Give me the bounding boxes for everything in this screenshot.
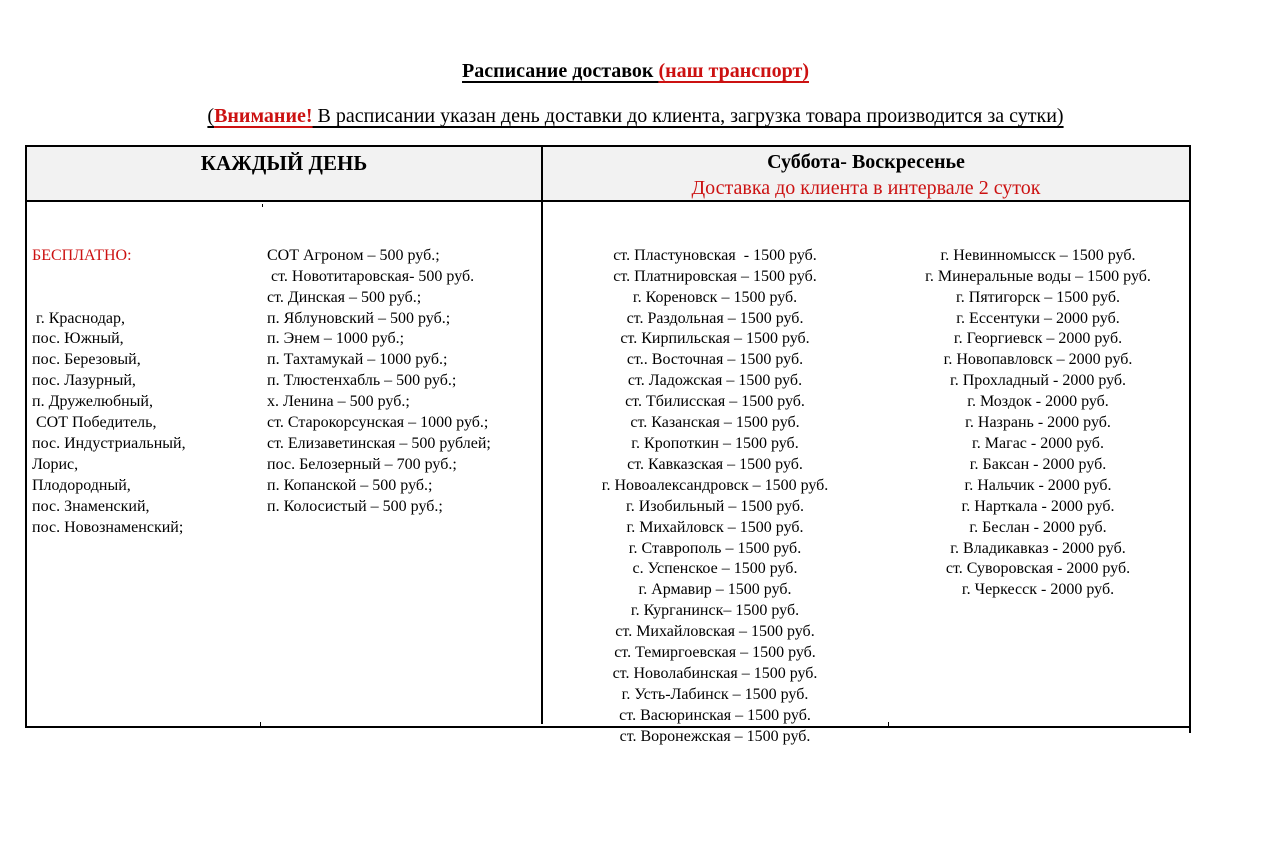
- notice-warning-word: Внимание!: [214, 105, 313, 127]
- weekend-location-item: г. Магас - 2000 руб.: [972, 434, 1104, 452]
- weekend-location-item: ст. Васюринская – 1500 руб.: [619, 706, 811, 724]
- paid-location-item: п. Яблуновский – 500 руб.;: [267, 309, 451, 327]
- header-every-day: КАЖДЫЙ ДЕНЬ: [27, 147, 543, 200]
- weekend-location-item: г. Новопавловск – 2000 руб.: [943, 351, 1133, 369]
- paid-location-item: п. Энем – 1000 руб.;: [267, 330, 405, 348]
- weekend-location-item: г. Беслан - 2000 руб.: [969, 518, 1107, 536]
- free-location-item: г. Краснодар,: [32, 309, 125, 327]
- paid-location-item: пос. Белозерный – 700 руб.;: [267, 455, 457, 473]
- paid-location-item: ст. Новотитаровская- 500 руб.: [267, 267, 475, 285]
- free-location-item: Плодородный,: [32, 476, 131, 494]
- header-weekend-title: Суббота- Воскресенье: [767, 151, 965, 173]
- free-location-item: пос. Знаменский,: [32, 497, 150, 515]
- free-location-item: пос. Южный,: [32, 330, 124, 348]
- weekend-location-item: г. Нарткала - 2000 руб.: [961, 497, 1115, 515]
- weekend-location-item: ст. Платнировская – 1500 руб.: [613, 267, 817, 285]
- free-location-item: СОТ Победитель,: [32, 414, 157, 432]
- weekend-location-item: ст. Темиргоевская – 1500 руб.: [614, 644, 816, 662]
- weekend-location-item: ст. Кавказская – 1500 руб.: [627, 455, 803, 473]
- weekend-column-2: [887, 202, 1189, 724]
- paid-location-item: п. Тахтамукай – 1000 руб.;: [267, 351, 448, 369]
- weekend-location-item: г. Пятигорск – 1500 руб.: [956, 288, 1120, 306]
- weekend-location-item: г. Невинномысск – 1500 руб.: [940, 246, 1136, 264]
- weekend-location-item: ст.. Восточная – 1500 руб.: [626, 351, 804, 369]
- paid-location-item: п. Колосистый – 500 руб.;: [267, 497, 443, 515]
- title-transport-note: (наш транспорт): [658, 60, 809, 82]
- weekend-location-item: г. Кореновск – 1500 руб.: [632, 288, 798, 306]
- everyday-paid-list: [267, 246, 541, 518]
- paid-location-item: ст. Елизаветинская – 500 рублей;: [267, 434, 491, 452]
- weekend-list-1: [543, 246, 887, 748]
- free-locations-list: [32, 309, 261, 539]
- paid-location-item: п. Копанской – 500 руб.;: [267, 476, 433, 494]
- weekend-location-item: ст. Воронежская – 1500 руб.: [619, 727, 811, 745]
- table-header-row: [27, 147, 1189, 202]
- free-location-item: пос. Индустриальный,: [32, 434, 186, 452]
- weekend-location-item: г. Михайловск – 1500 руб.: [626, 518, 804, 536]
- weekend-location-item: ст. Кирпильская – 1500 руб.: [620, 330, 810, 348]
- weekend-location-item: г. Черкесск - 2000 руб.: [961, 581, 1115, 599]
- weekend-location-item: ст. Тбилисская – 1500 руб.: [625, 393, 805, 411]
- weekend-location-item: г. Минеральные воды – 1500 руб.: [925, 267, 1151, 285]
- weekend-location-item: г. Назрань - 2000 руб.: [965, 414, 1111, 432]
- weekend-location-item: ст. Ладожская – 1500 руб.: [627, 372, 803, 390]
- weekend-location-item: ст. Новолабинская – 1500 руб.: [612, 664, 818, 682]
- border-corner-tail: [1189, 726, 1191, 733]
- paid-location-item: ст. Динская – 500 руб.;: [267, 288, 422, 306]
- weekend-location-item: г. Кропоткин – 1500 руб.: [631, 434, 799, 452]
- free-location-item: п. Дружелюбный,: [32, 393, 153, 411]
- delivery-schedule-table: [25, 145, 1191, 745]
- weekend-location-item: г. Моздок - 2000 руб.: [967, 393, 1109, 411]
- paid-location-item: ст. Старокорсунская – 1000 руб.;: [267, 414, 489, 432]
- free-location-item: Лорис,: [32, 455, 79, 473]
- free-location-item: пос. Березовый,: [32, 351, 141, 369]
- weekend-location-item: г. Ставрополь – 1500 руб.: [628, 539, 802, 557]
- weekend-location-item: ст. Михайловская – 1500 руб.: [615, 623, 815, 641]
- free-location-item: пос. Лазурный,: [32, 372, 136, 390]
- cell-boundary-tick: [888, 722, 889, 726]
- weekend-location-item: г. Курганинск– 1500 руб.: [630, 602, 800, 620]
- weekend-location-item: ст. Казанская – 1500 руб.: [630, 414, 800, 432]
- cell-boundary-tick: [262, 204, 263, 207]
- weekend-location-item: г. Армавир – 1500 руб.: [638, 581, 792, 599]
- notice-rest-text: В расписании указан день доставки до клиента, загрузка товара производится за сутки): [312, 105, 1064, 127]
- weekend-location-item: г. Владикавказ - 2000 руб.: [950, 539, 1126, 557]
- header-weekend: [543, 147, 1189, 200]
- page-title: [0, 60, 1271, 83]
- weekend-location-item: г. Нальчик - 2000 руб.: [964, 476, 1112, 494]
- weekend-location-item: г. Новоалександровск – 1500 руб.: [601, 476, 829, 494]
- weekend-location-item: г. Ессентуки – 2000 руб.: [956, 309, 1120, 327]
- free-label: БЕСПЛАТНО:: [32, 246, 132, 264]
- weekend-location-item: с. Успенское – 1500 руб.: [632, 560, 798, 578]
- weekend-list-2: [887, 246, 1189, 601]
- weekend-location-item: г. Изобильный – 1500 руб.: [625, 497, 805, 515]
- cell-boundary-tick: [260, 722, 261, 726]
- weekend-location-item: г. Баксан - 2000 руб.: [969, 455, 1107, 473]
- free-location-item: пос. Новознаменский;: [32, 518, 184, 536]
- weekend-location-item: ст. Раздольная – 1500 руб.: [626, 309, 804, 327]
- table-body-row: [27, 202, 1189, 745]
- weekend-location-item: ст. Пластуновская - 1500 руб.: [613, 246, 817, 264]
- weekend-location-item: ст. Суворовская - 2000 руб.: [945, 560, 1131, 578]
- weekend-location-item: г. Прохладный - 2000 руб.: [949, 372, 1127, 390]
- free-locations-cell: [27, 202, 261, 724]
- header-weekend-subtitle: Доставка до клиента в интервале 2 суток: [691, 177, 1041, 199]
- notice-open-paren: (: [207, 105, 215, 127]
- weekend-location-item: г. Георгиевск – 2000 руб.: [953, 330, 1123, 348]
- paid-location-item: СОТ Агроном – 500 руб.;: [267, 246, 440, 264]
- paid-location-item: п. Тлюстенхабль – 500 руб.;: [267, 372, 457, 390]
- title-main-text: Расписание доставок: [462, 60, 659, 82]
- weekend-location-item: г. Усть-Лабинск – 1500 руб.: [621, 685, 809, 703]
- everyday-paid-cell: [261, 202, 543, 724]
- notice-line: [0, 105, 1271, 128]
- paid-location-item: х. Ленина – 500 руб.;: [267, 393, 410, 411]
- weekend-column-1: [543, 202, 887, 745]
